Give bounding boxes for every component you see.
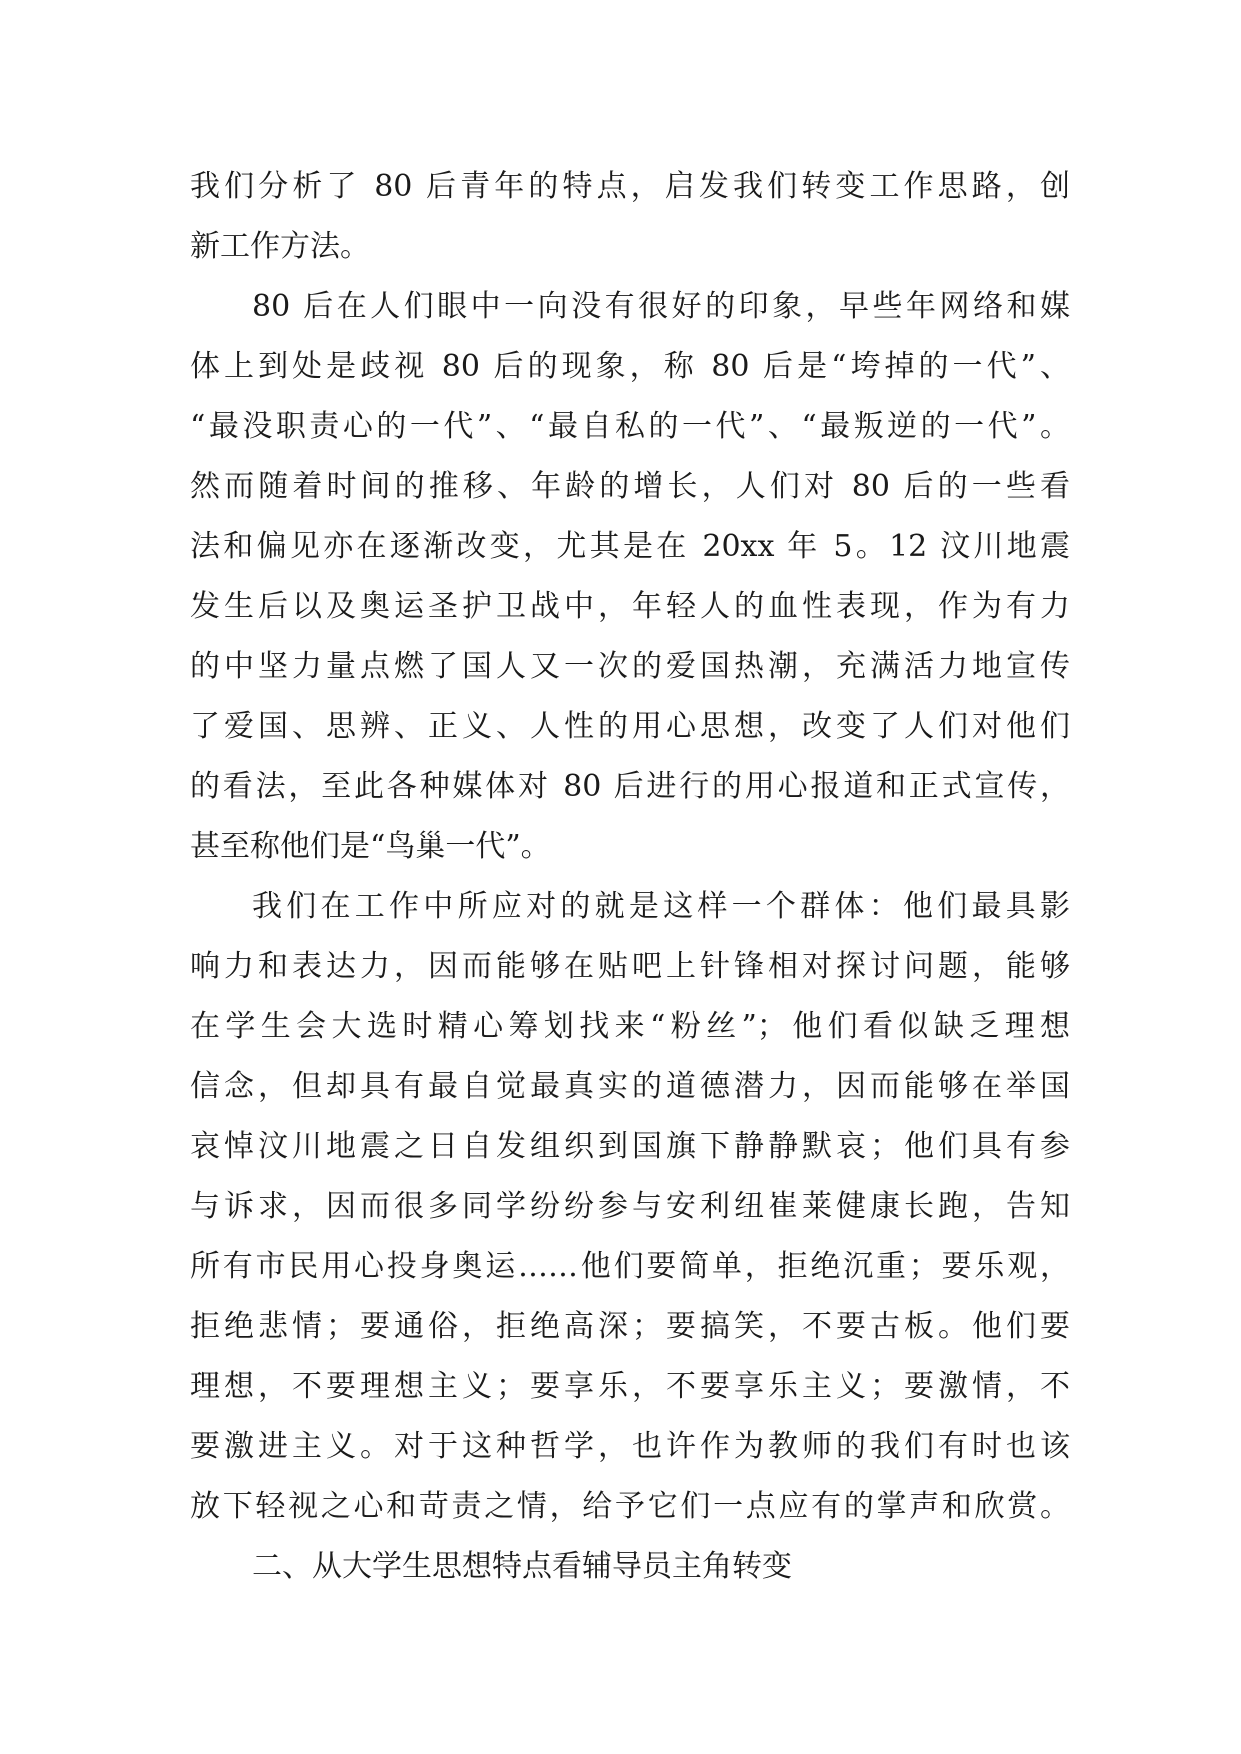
text-line: 哀悼汶川地震之日自发组织到国旗下静静默哀；他们具有参 xyxy=(190,1129,1070,1164)
text-line: 80 后在人们眼中一向没有很好的印象，早些年网络和媒 xyxy=(252,289,1070,324)
paragraph-1 xyxy=(190,157,1070,277)
text-line: 与诉求，因而很多同学纷纷参与安利纽崔莱健康长跑，告知 xyxy=(190,1189,1070,1224)
text-line: 的看法，至此各种媒体对 80 后进行的用心报道和正式宣传， xyxy=(190,769,1070,804)
text-line: 理想，不要理想主义；要享乐，不要享乐主义；要激情，不 xyxy=(190,1369,1070,1404)
text-line: 然而随着时间的推移、年龄的增长，人们对 80 后的一些看 xyxy=(190,469,1070,504)
section-heading xyxy=(190,1537,1070,1597)
text-line: 放下轻视之心和苛责之情，给予它们一点应有的掌声和欣赏。 xyxy=(190,1489,1070,1524)
text-line: 在学生会大选时精心筹划找来“粉丝”；他们看似缺乏理想 xyxy=(190,1009,1070,1044)
paragraph-3 xyxy=(190,877,1070,1537)
text-line: 甚至称他们是“鸟巢一代”。 xyxy=(190,829,551,864)
text-line: 法和偏见亦在逐渐改变，尤其是在 20xx 年 5。12 汶川地震 xyxy=(190,529,1070,564)
heading-text: 二、从大学生思想特点看辅导员主角转变 xyxy=(252,1549,792,1584)
text-line: 响力和表达力，因而能够在贴吧上针锋相对探讨问题，能够 xyxy=(190,949,1070,984)
text-line: 了爱国、思辨、正义、人性的用心思想，改变了人们对他们 xyxy=(190,709,1070,744)
text-line: 要激进主义。对于这种哲学，也许作为教师的我们有时也该 xyxy=(190,1429,1070,1464)
text-line: 的中坚力量点燃了国人又一次的爱国热潮，充满活力地宣传 xyxy=(190,649,1070,684)
text-line: 我们在工作中所应对的就是这样一个群体：他们最具影 xyxy=(252,889,1070,924)
text-line: 所有市民用心投身奥运……他们要简单，拒绝沉重；要乐观， xyxy=(190,1249,1070,1284)
text-line: 新工作方法。 xyxy=(190,229,370,264)
text-line: 体上到处是歧视 80 后的现象，称 80 后是“垮掉的一代”、 xyxy=(190,349,1070,384)
text-line: 拒绝悲情；要通俗，拒绝高深；要搞笑，不要古板。他们要 xyxy=(190,1309,1070,1344)
text-line: 我们分析了 80 后青年的特点，启发我们转变工作思路，创 xyxy=(190,169,1070,204)
text-line: 信念，但却具有最自觉最真实的道德潜力，因而能够在举国 xyxy=(190,1069,1070,1104)
document-body xyxy=(190,157,1070,1597)
text-line: “最没职责心的一代”、“最自私的一代”、“最叛逆的一代”。 xyxy=(190,409,1070,444)
text-line: 发生后以及奥运圣护卫战中，年轻人的血性表现，作为有力 xyxy=(190,589,1070,624)
paragraph-2 xyxy=(190,277,1070,877)
